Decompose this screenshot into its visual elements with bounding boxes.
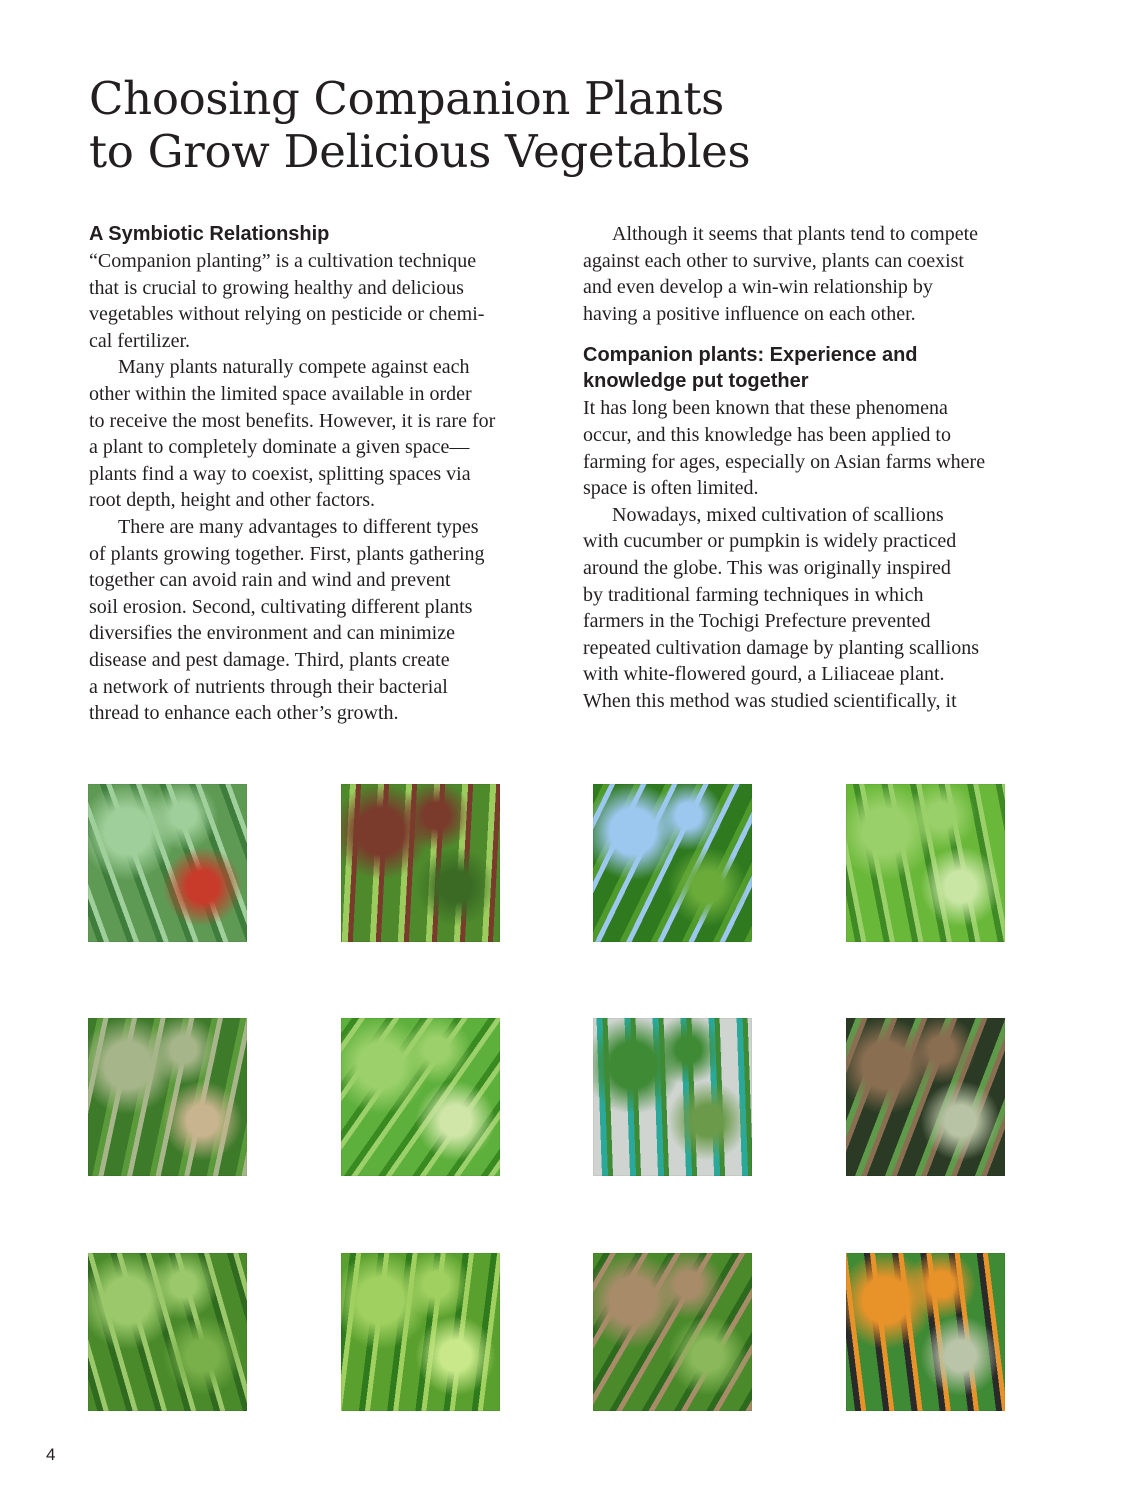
text-line: vegetables without relying on pesticide or chemi- bbox=[89, 303, 485, 326]
text-line: together can avoid rain and wind and prevent bbox=[89, 569, 451, 592]
photo-leeks-and-cabbage-bed bbox=[846, 1018, 1005, 1176]
section-heading-line: knowledge put together bbox=[583, 370, 809, 393]
section-heading-symbiotic-text: A Symbiotic Relationship bbox=[89, 223, 330, 245]
text-line: having a positive influence on each other. bbox=[583, 302, 916, 325]
page-number: 4 bbox=[46, 1445, 56, 1464]
photo-corn-and-squash-field bbox=[593, 784, 752, 942]
text-line: farming for ages, especially on Asian farms where bbox=[583, 450, 986, 473]
text-line: Many plants naturally compete against each bbox=[118, 356, 470, 379]
text-line: occur, and this knowledge has been applied to bbox=[583, 423, 951, 446]
text-line: space is often limited. bbox=[583, 477, 759, 500]
text-line: with white-flowered gourd, a Liliaceae plant. bbox=[583, 663, 945, 686]
text-line: It has long been known that these phenomena bbox=[583, 397, 948, 420]
text-line: a plant to completely dominate a given space— bbox=[89, 436, 470, 459]
photo-tree-with-ground-greens bbox=[88, 1018, 247, 1176]
text-line: by traditional farming techniques in which bbox=[583, 583, 924, 606]
text-line: thread to enhance each other’s growth. bbox=[89, 702, 399, 725]
text-line: When this method was studied scientifically, it bbox=[583, 689, 957, 712]
text-line: root depth, height and other factors. bbox=[89, 489, 376, 512]
photo-scallions-with-cabbage bbox=[846, 784, 1005, 942]
paragraph-long-known bbox=[583, 395, 1043, 501]
section-heading-companion-plants bbox=[583, 342, 1043, 394]
text-line: There are many advantages to different types bbox=[118, 515, 479, 538]
page-title bbox=[89, 72, 989, 178]
photo-scallions-with-cabbage-2 bbox=[341, 1018, 500, 1176]
page-title-line-1: Choosing Companion Plants bbox=[89, 72, 724, 125]
text-line: repeated cultivation damage by planting scallions bbox=[583, 636, 979, 659]
text-line: that is crucial to growing healthy and delicious bbox=[89, 276, 464, 299]
text-line: to receive the most benefits. However, it is rare for bbox=[89, 409, 496, 432]
paragraph-companion-planting bbox=[89, 248, 551, 354]
paragraph-coexist bbox=[583, 221, 1043, 327]
photo-onions-and-greens bbox=[88, 1253, 247, 1411]
paragraph-mixed-cultivation bbox=[583, 502, 1043, 715]
text-line: Nowadays, mixed cultivation of scallions bbox=[612, 503, 944, 526]
photo-dense-leafy-greens bbox=[341, 1253, 500, 1411]
photo-greenhouse-tunnel-rows bbox=[593, 1018, 752, 1176]
paragraph-advantages bbox=[89, 514, 551, 727]
text-line: against each other to survive, plants can coexist bbox=[583, 249, 964, 272]
photo-lettuce-rows bbox=[341, 784, 500, 942]
text-line: farmers in the Tochigi Prefecture prevented bbox=[583, 610, 931, 633]
text-line: soil erosion. Second, cultivating different plants bbox=[89, 595, 473, 618]
text-line: with cucumber or pumpkin is widely practiced bbox=[583, 530, 957, 553]
right-column bbox=[583, 221, 1043, 715]
text-line: a network of nutrients through their bacterial bbox=[89, 675, 448, 698]
text-line: around the globe. This was originally inspired bbox=[583, 556, 951, 579]
text-line: and even develop a win-win relationship by bbox=[583, 276, 933, 299]
photo-marigolds-with-hoops bbox=[846, 1253, 1005, 1411]
photo-greenhouse-greens-red-flowers bbox=[88, 784, 247, 942]
section-heading-line: Companion plants: Experience and bbox=[583, 344, 918, 367]
spacer bbox=[583, 327, 1043, 342]
section-heading-symbiotic bbox=[89, 221, 551, 247]
photo-tomato-plants-rows bbox=[593, 1253, 752, 1411]
text-line: Although it seems that plants tend to compete bbox=[612, 223, 979, 245]
text-line: of plants growing together. First, plants gathering bbox=[89, 542, 485, 565]
text-line: other within the limited space available in order bbox=[89, 382, 472, 405]
text-line: “Companion planting” is a cultivation technique bbox=[89, 250, 477, 272]
text-line: disease and pest damage. Third, plants create bbox=[89, 648, 450, 671]
text-line: plants find a way to coexist, splitting spaces via bbox=[89, 462, 471, 485]
left-column bbox=[89, 221, 551, 727]
page-title-line-2: to Grow Delicious Vegetables bbox=[89, 125, 751, 178]
text-line: diversifies the environment and can minimize bbox=[89, 622, 455, 645]
text-line: cal fertilizer. bbox=[89, 329, 191, 352]
paragraph-plants-compete bbox=[89, 354, 551, 514]
